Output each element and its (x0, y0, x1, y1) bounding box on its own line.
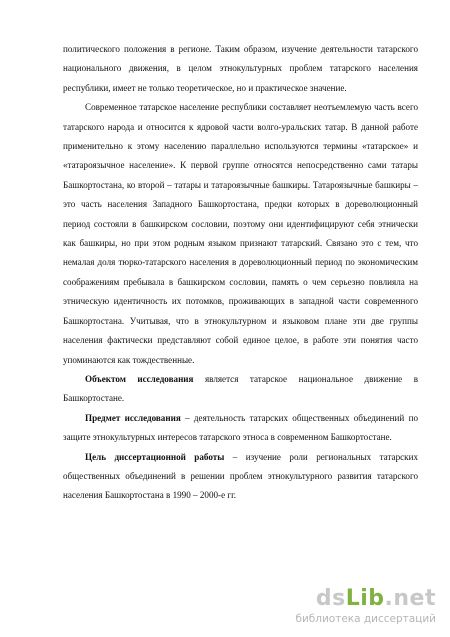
paragraph-subject (63, 409, 418, 448)
paragraph-1 (63, 40, 418, 98)
term-subject: Предмет исследования (85, 412, 181, 423)
paragraph-text: политического положения в регионе. Таким образом, изучение деятельности татарского национального движения, в целом этнокультурных проблем татарского населения республики, имеет не только теоретическое, но и практическое значение. (63, 44, 418, 93)
term-goal: Цель диссертационной работы (85, 451, 225, 462)
paragraph-text: – изучение роли региональных татарских общественных объединений в решении проблем этнокультурного развития татарского населения Башкортостана в 1990 – 2000-е гг. (63, 451, 418, 501)
paragraph-text: – деятельность татарских общественных объединений по защите этнокультурных интересов татарского этноса в современном Башкортостане. (63, 412, 418, 443)
term-object: Объектом исследования (85, 373, 194, 384)
dslib-watermark (256, 588, 436, 626)
dslib-logo: dsLib.net (315, 586, 436, 611)
paragraph-text: является татарское национальное движение в Башкортостане. (63, 373, 418, 404)
paragraph-object (63, 370, 418, 409)
document-page (63, 40, 418, 506)
paragraph-text: Современное татарское население республики составляет неотъемлемую часть всего татарского народа и относится к ядровой части волго-уральских татар. В данной работе применительно к этому населению параллельно используются термины «татарское» и «татароязычное население». К первой группе относятся непосредственно сами татары Башкортостана, ко второй – татары и татароязычные башкиры. Татароязычные башкиры – это часть населения Западного Башкортостана, предки которых в дореволюционный период состояли в башкирском сословии, поэтому они идентифицируют себя этнически как башкиры, но при этом родным языком признают татарский. Связано это с тем, что немалая доля тюрко-татарского населения в дореволюционный период по экономическим соображениям пребывала в башкирском сословии, память о чем серьезно повлияла на этническую идентичность их потомков, проживающих в западной части современного Башкортостана. Учитывая, что в этнокультурном и языковом плане эти две группы населения фактически представляют собой единое целое, в работе эти понятия часто упоминаются как тождественные. (63, 102, 418, 365)
paragraph-2 (63, 98, 418, 370)
watermark-caption: библиотека диссертаций (295, 613, 436, 625)
paragraph-goal (63, 448, 418, 506)
